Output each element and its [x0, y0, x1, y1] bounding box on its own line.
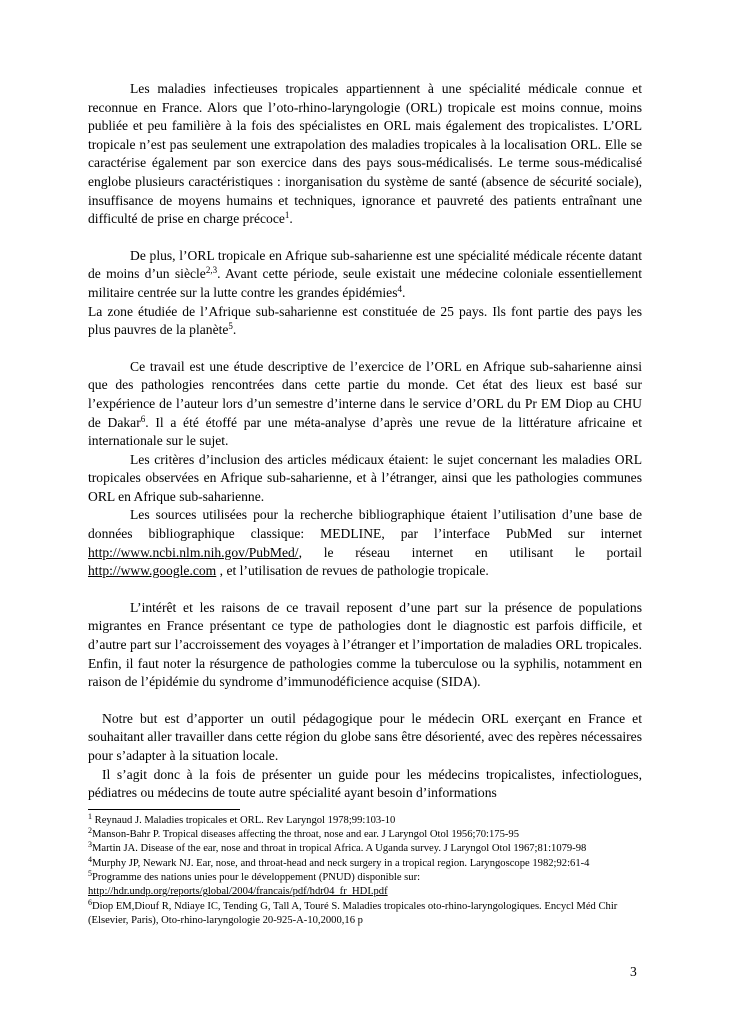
footnotes: [88, 811, 642, 928]
footnote-4: $^4$Murphy JP, Newark NJ. Ear, nose, and throat-head and neck surgery in a tropical region. Laryngoscope 1982;92:61-4: [88, 854, 590, 869]
paragraph-intro: Les maladies infectieuses tropicales appartiennent à une spécialité médicale connue et reconnue en France. Alors que l’oto-rhino-laryngologie (ORL) tropicale est moins connue, moins publiée et peu familière à la fois des spécialistes en ORL mais également des tropicalistes. L’ORL tropicale n’est pas seulement une extrapolation des maladies tropicales à la localisation ORL. Elle se caractérise également par son exercice dans des pays sous-médicalisés. Le terme sous-médicalisé englobe plusieurs caractéristiques : inorganisation du système de santé (absence de sécurité sociale), insuffisance de moyens humains et techniques, ignorance et pauvreté des patients entraînant une difficulté de prise en charge précoce$^1$.: [88, 81, 642, 227]
footnote-ref-2-3[interactable]: 2,3: [205, 265, 218, 276]
paragraph-study: Ce travail est une étude descriptive de l’exercice de l’ORL en Afrique sub-saharienne ainsi que des pathologies rencontrées dans cette partie du monde. Cet état des lieux est basé sur l’expérience de l’auteur lors d’un semestre d’interne dans le service d’ORL du Pr EM Diop au CHU de Dakar$^6$. Il a été étoffé par une méta-analyse d’après une revue de la littérature africaine et internationale sur le sujet.: [88, 358, 642, 449]
paragraph-criteria: Les critères d’inclusion des articles médicaux étaient: le sujet concernant les maladies ORL tropicales observées en Afrique sub-saharienne, et à l’étranger, ainsi que les pathologies communes ORL en Afrique sub-saharienne.: [88, 451, 642, 504]
footnote-2: $^2$Manson-Bahr P. Tropical diseases affecting the throat, nose and ear. J Laryngol Otol 1956;70:175-95: [88, 826, 520, 841]
page-number: 3: [630, 964, 637, 979]
footnote-3: $^3$Martin JA. Disease of the ear, nose and throat in tropical Africa. A Uganda survey. J Laryngol Otol 1967;81:1079-98: [88, 840, 587, 855]
footnote-ref-4[interactable]: 4: [397, 283, 403, 294]
page-body: [88, 80, 642, 928]
footnote-5: $^5$Programme des nations unies pour le développement (PNUD) disponible sur: http://hdr.undp.org/reports/global/2004/francais/pdf/hdr04_fr_HDI.pdf: [88, 868, 421, 898]
footnote-1: $^1$ Reynaud J. Maladies tropicales et ORL. Rev Laryngol 1978;99:103-10: [88, 811, 396, 826]
paragraph-rationale: L’intérêt et les raisons de ce travail reposent d’une part sur la présence de populations migrantes en France présentant ce type de pathologies dont le diagnostic est parfois difficile, et d’autre part sur l’accroissement des voyages à l’étranger et l’importation de maladies ORL tropicales. Enfin, il faut noter la résurgence de pathologies comme la tuberculose ou la syphilis, notamment en raison de l’épidémie du syndrome d’immunodéficience acquise (SIDA).: [88, 599, 642, 690]
paragraph-zone: La zone étudiée de l’Afrique sub-saharienne est constituée de 25 pays. Ils font partie des pays les plus pauvres de la planète$^5$.: [88, 303, 642, 338]
footnote-ref-5[interactable]: 5: [228, 321, 233, 332]
paragraph-sources: Les sources utilisées pour la recherche bibliographique étaient l’utilisation d’une base de données bibliographique classique: MEDLINE, par l’interface PubMed sur internet http://www.ncbi.nlm.nih.gov/PubMed/, le réseau internet en utilisant le portail http://www.google.com , et l’utilisation de revues de pathologie tropicale.: [88, 507, 642, 579]
footnote-divider: [88, 809, 240, 810]
paragraph-history: De plus, l’ORL tropicale en Afrique sub-saharienne est une spécialité médicale récente datant de moins d’un siècle$^{2,3}$. Avant cette période, seule existait une médecine coloniale essentiellement militaire centrée sur la lutte contre les grandes épidémies$^4$.: [88, 247, 643, 300]
paragraph-goal: Notre but est d’apporter un outil pédagogique pour le médecin ORL exerçant en France et souhaitant aller travailler dans cette région du globe sans être désorienté, avec des repères nécessaires pour s’adapter à la situation locale.: [88, 710, 642, 763]
footnote-ref-1[interactable]: 1: [284, 210, 290, 221]
footnote-6: $^6$Diop EM,Diouf R, Ndiaye IC, Tending G, Tall A, Touré S. Maladies tropicales oto-rhino-laryngologiques. Encycl Méd Chir (Elsevier, Paris), Oto-rhino-laryngologie 20-925-A-10,2000,16 p: [88, 897, 618, 926]
footnote-ref-6[interactable]: 6: [140, 413, 146, 424]
undp-report-link[interactable]: http://hdr.undp.org/reports/global/2004/francais/pdf/hdr04_fr_HDI.pdf: [88, 886, 388, 898]
pubmed-link[interactable]: http://www.ncbi.nlm.nih.gov/PubMed/: [88, 544, 299, 560]
google-link[interactable]: http://www.google.com: [88, 563, 217, 579]
paragraph-guide: Il s’agit donc à la fois de présenter un guide pour les médecins tropicalistes, infectiologues, pédiatres ou médecins de toute autre spécialité ayant besoin d’informations: [88, 766, 642, 801]
